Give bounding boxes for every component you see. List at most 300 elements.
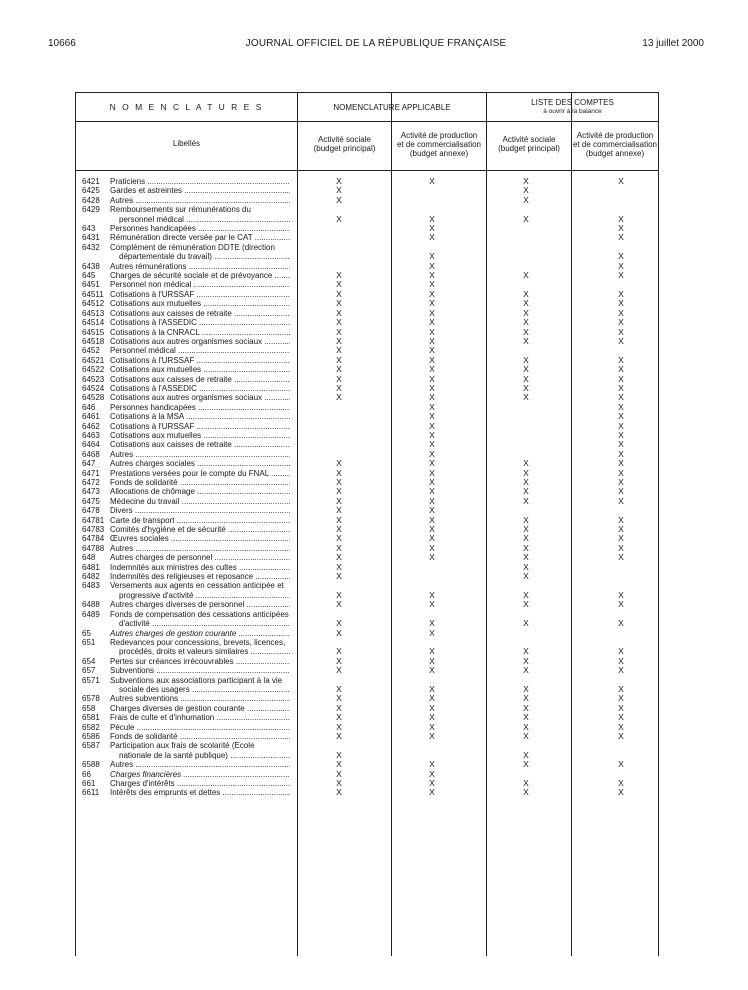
account-label (110, 713, 290, 722)
account-label-line: Charges de sécurité sociale et de prévoyance ..... (110, 271, 290, 280)
applicability-mark: X (336, 458, 342, 469)
applicability-mark: X (618, 552, 624, 563)
account-label-line: Cotisations à l'ASSEDIC ..... (110, 318, 290, 327)
account-code: 6581 (82, 713, 100, 723)
applicability-mark: X (523, 458, 529, 469)
account-label (110, 205, 290, 224)
account-code: 6431 (82, 233, 100, 243)
applicability-mark: X (618, 373, 624, 384)
account-code: 64523 (82, 374, 105, 384)
account-code: 6432 (82, 242, 100, 252)
applicability-mark: X (336, 392, 342, 403)
applicability-mark: X (336, 787, 342, 798)
applicability-mark: X (336, 354, 342, 365)
applicability-mark: X (523, 561, 529, 572)
applicability-mark: X (336, 542, 342, 553)
header-text: et de commercialisation (572, 140, 658, 149)
account-code: 6463 (82, 430, 100, 440)
applicability-mark: X (523, 599, 529, 610)
account-code: 64784 (82, 534, 105, 544)
account-label-line: Cotisations aux caisses de retraite ..... (110, 375, 290, 384)
table-row (76, 224, 658, 233)
account-label (110, 186, 290, 195)
account-label (110, 422, 290, 431)
applicability-mark: X (336, 176, 342, 186)
account-code: 64783 (82, 525, 105, 535)
account-code: 6468 (82, 449, 100, 459)
applicability-mark: X (618, 589, 624, 600)
applicability-mark: X (523, 787, 529, 798)
account-label (110, 553, 290, 562)
applicability-mark: X (618, 439, 624, 450)
table-row (76, 516, 658, 525)
account-label (110, 732, 290, 741)
account-code: 6464 (82, 440, 100, 450)
table-row (76, 779, 658, 788)
applicability-mark: X (618, 759, 624, 770)
account-label-line: Cotisations à l'URSSAF ..... (110, 356, 290, 365)
applicability-mark: X (336, 721, 342, 732)
applicability-mark: X (523, 589, 529, 600)
applicability-mark: X (429, 486, 435, 497)
applicability-mark: X (336, 749, 342, 760)
account-label (110, 516, 290, 525)
account-label-line: Cotisations à la MSA ..... (110, 412, 290, 421)
applicability-mark: X (523, 307, 529, 318)
applicability-mark: X (429, 279, 435, 290)
table-row (76, 553, 658, 562)
account-label (110, 337, 290, 346)
table-row (76, 506, 658, 515)
page-number: 10666 (48, 38, 76, 49)
account-label-line: Cotisations aux mutuelles ..... (110, 299, 290, 308)
table-row (76, 271, 658, 280)
applicability-mark: X (336, 589, 342, 600)
applicability-mark: X (429, 702, 435, 713)
table-row (76, 299, 658, 308)
account-label (110, 393, 290, 402)
account-label (110, 572, 290, 581)
table-row (76, 356, 658, 365)
account-code: 64513 (82, 308, 105, 318)
account-code: 6587 (82, 741, 100, 751)
applicability-mark: X (523, 335, 529, 346)
applicability-mark: X (336, 533, 342, 544)
account-label-line: Frais de culte et d'inhumation ..... (110, 713, 290, 722)
account-label-line: d'activité ..... (110, 619, 290, 628)
applicability-mark: X (523, 354, 529, 365)
applicability-mark: X (429, 411, 435, 422)
account-label (110, 534, 290, 543)
applicability-mark: X (336, 505, 342, 516)
applicability-mark: X (429, 589, 435, 600)
account-label-line: Autres charges sociales ..... (110, 459, 290, 468)
account-label (110, 760, 290, 769)
applicability-mark: X (429, 683, 435, 694)
applicability-mark: X (336, 712, 342, 723)
header-liste-comptes-subtitle: à ouvrir à la balance (543, 108, 602, 115)
page-header (48, 38, 704, 52)
header-nomenclatures: N O M E N C L A T U R E S (109, 102, 264, 112)
applicability-mark: X (523, 373, 529, 384)
applicability-mark: X (618, 721, 624, 732)
account-label-line: Prestations versées pour le compte du FNAL ..... (110, 469, 290, 478)
account-code: 6611 (82, 788, 100, 798)
table-body (76, 177, 658, 798)
account-label-line: Médecine du travail ..... (110, 497, 290, 506)
applicability-mark: X (336, 194, 342, 205)
table-row (76, 177, 658, 186)
table-row (76, 290, 658, 299)
table-row (76, 572, 658, 581)
account-label-line: Rémunération directe versée par le CAT ..... (110, 233, 290, 242)
applicability-mark: X (618, 354, 624, 365)
account-code: 6425 (82, 186, 100, 196)
applicability-mark: X (618, 665, 624, 676)
account-label (110, 666, 290, 675)
applicability-mark: X (523, 665, 529, 676)
account-label-line: Cotisations à l'URSSAF ..... (110, 422, 290, 431)
account-label (110, 271, 290, 280)
applicability-mark: X (523, 618, 529, 629)
account-label-line: Pécule ..... (110, 723, 290, 732)
account-label (110, 384, 290, 393)
applicability-mark: X (336, 655, 342, 666)
applicability-mark: X (523, 712, 529, 723)
applicability-mark: X (618, 655, 624, 666)
table-row (76, 657, 658, 666)
header-text: Activité de production (576, 131, 654, 140)
account-label (110, 694, 290, 703)
header-col-activite-sociale-2 (487, 135, 571, 153)
applicability-mark: X (523, 533, 529, 544)
applicability-mark: X (618, 251, 624, 262)
applicability-mark: X (429, 270, 435, 281)
applicability-mark: X (429, 326, 435, 337)
applicability-mark: X (429, 232, 435, 243)
account-code: 6578 (82, 694, 100, 704)
account-code: 6478 (82, 506, 100, 516)
applicability-mark: X (523, 176, 529, 186)
account-label-line: Autres ..... (110, 196, 290, 205)
applicability-mark: X (336, 768, 342, 779)
table-row (76, 478, 658, 487)
applicability-mark: X (429, 401, 435, 412)
applicability-mark: X (618, 364, 624, 375)
account-label (110, 243, 290, 262)
applicability-mark: X (523, 213, 529, 224)
account-label (110, 506, 290, 515)
account-label-line: Fonds de compensation des cessations anticipées (110, 609, 289, 619)
table-row (76, 544, 658, 553)
account-code: 6475 (82, 496, 100, 506)
applicability-mark: X (336, 382, 342, 393)
account-label (110, 365, 290, 374)
account-code: 65 (82, 628, 91, 638)
table-row (76, 412, 658, 421)
account-code: 64512 (82, 299, 105, 309)
applicability-mark: X (618, 712, 624, 723)
account-code: 6586 (82, 731, 100, 741)
account-code: 6429 (82, 205, 100, 215)
table-row (76, 431, 658, 440)
applicability-mark: X (336, 326, 342, 337)
account-label (110, 478, 290, 487)
account-label-line: Cotisations aux caisses de retraite ..... (110, 440, 290, 449)
table-row (76, 422, 658, 431)
applicability-mark: X (336, 646, 342, 657)
applicability-mark: X (429, 251, 435, 262)
applicability-mark: X (618, 392, 624, 403)
table-row (76, 365, 658, 374)
table-row (76, 403, 658, 412)
account-code: 647 (82, 459, 96, 469)
applicability-mark: X (429, 693, 435, 704)
account-code: 6461 (82, 412, 100, 422)
account-label-line: Autres ..... (110, 450, 290, 459)
account-code: 64515 (82, 327, 105, 337)
account-label-line: Fonds de solidarité ..... (110, 732, 290, 741)
applicability-mark: X (336, 335, 342, 346)
applicability-mark: X (618, 730, 624, 741)
table-row (76, 487, 658, 496)
applicability-mark: X (429, 298, 435, 309)
account-label (110, 487, 290, 496)
applicability-mark: X (618, 326, 624, 337)
applicability-mark: X (336, 467, 342, 478)
account-label-line: Allocations de chômage ..... (110, 487, 290, 496)
applicability-mark: X (618, 176, 624, 186)
applicability-mark: X (618, 213, 624, 224)
applicability-mark: X (523, 524, 529, 535)
header-liste-comptes (487, 98, 658, 116)
table-row (76, 563, 658, 572)
account-code: 64524 (82, 383, 105, 393)
account-label-line: Divers ..... (110, 506, 290, 515)
account-label-line: Personnel médical ..... (110, 346, 290, 355)
applicability-mark: X (429, 317, 435, 328)
account-code: 64521 (82, 355, 105, 365)
applicability-mark: X (618, 599, 624, 610)
account-label (110, 290, 290, 299)
account-label-line: Cotisations à l'ASSEDIC ..... (110, 384, 290, 393)
table-row (76, 788, 658, 797)
table-row (76, 723, 658, 732)
account-label-line: Intérêts des emprunts et dettes ..... (110, 788, 290, 797)
account-label (110, 450, 290, 459)
account-label (110, 723, 290, 732)
header-col-activite-sociale-1 (298, 135, 391, 153)
account-label-line: Œuvres sociales ..... (110, 534, 290, 543)
applicability-mark: X (429, 223, 435, 234)
applicability-mark: X (429, 665, 435, 676)
header-divider (76, 121, 658, 122)
account-label-line: Subventions ..... (110, 666, 290, 675)
account-code: 6488 (82, 600, 100, 610)
account-label (110, 262, 290, 271)
account-code: 645 (82, 271, 96, 281)
applicability-mark: X (336, 665, 342, 676)
account-label (110, 704, 290, 713)
header-text: Activité sociale (318, 135, 371, 144)
applicability-mark: X (429, 176, 435, 186)
account-code: 64781 (82, 515, 105, 525)
account-label-line: Remboursements sur rémunérations du (110, 205, 251, 215)
applicability-mark: X (336, 514, 342, 525)
account-label (110, 600, 290, 609)
applicability-mark: X (429, 288, 435, 299)
account-label-line: Cotisations aux autres organismes sociaux ..... (110, 337, 290, 346)
account-label (110, 280, 290, 289)
header-nomenclature-applicable: NOMENCLATURE APPLICABLE (333, 103, 451, 112)
account-label-line: Cotisations aux mutuelles ..... (110, 431, 290, 440)
account-label (110, 309, 290, 318)
account-code: 654 (82, 656, 96, 666)
table-row (76, 629, 658, 638)
account-code: 657 (82, 666, 96, 676)
account-code: 6588 (82, 760, 100, 770)
applicability-mark: X (336, 298, 342, 309)
account-label-line: Cotisations aux caisses de retraite ..... (110, 309, 290, 318)
applicability-mark: X (618, 646, 624, 657)
applicability-mark: X (618, 307, 624, 318)
table-row (76, 638, 658, 657)
account-code: 6421 (82, 177, 100, 186)
applicability-mark: X (523, 693, 529, 704)
table-row (76, 328, 658, 337)
account-code: 6452 (82, 346, 100, 356)
applicability-mark: X (429, 260, 435, 271)
account-label (110, 224, 290, 233)
applicability-mark: X (618, 382, 624, 393)
account-label (110, 431, 290, 440)
applicability-mark: X (618, 787, 624, 798)
applicability-mark: X (429, 429, 435, 440)
account-code: 64511 (82, 289, 104, 299)
applicability-mark: X (429, 655, 435, 666)
applicability-mark: X (429, 712, 435, 723)
applicability-mark: X (336, 561, 342, 572)
account-code: 64788 (82, 543, 105, 553)
account-label-line: Praticiens ..... (110, 177, 290, 186)
applicability-mark: X (523, 721, 529, 732)
applicability-mark: X (523, 270, 529, 281)
account-code: 66 (82, 769, 91, 779)
applicability-mark: X (336, 702, 342, 713)
account-code: 661 (82, 779, 96, 788)
applicability-mark: X (336, 730, 342, 741)
applicability-mark: X (523, 467, 529, 478)
applicability-mark: X (523, 288, 529, 299)
account-label-line: Charges financières ..... (110, 770, 290, 779)
account-label-line: Versements aux agents en cessation anticipée et (110, 581, 284, 591)
account-code: 651 (82, 637, 96, 647)
account-label-line: Autres ..... (110, 760, 290, 769)
table-row (76, 610, 658, 629)
account-label (110, 403, 290, 412)
applicability-mark: X (523, 542, 529, 553)
account-code: 6438 (82, 261, 100, 271)
account-label (110, 469, 290, 478)
account-code: 6571 (82, 675, 100, 685)
table-row (76, 732, 658, 741)
applicability-mark: X (336, 213, 342, 224)
account-label (110, 657, 290, 666)
account-label (110, 440, 290, 449)
applicability-mark: X (618, 411, 624, 422)
applicability-mark: X (618, 778, 624, 788)
applicability-mark: X (429, 542, 435, 553)
table-row (76, 704, 658, 713)
account-label (110, 770, 290, 779)
account-code: 6582 (82, 722, 100, 732)
applicability-mark: X (336, 307, 342, 318)
applicability-mark: X (618, 477, 624, 487)
account-code: 64528 (82, 393, 105, 403)
applicability-mark: X (523, 759, 529, 770)
table-row (76, 534, 658, 543)
account-code: 6473 (82, 487, 100, 497)
account-label (110, 638, 290, 657)
account-label-line: Cotisations aux autres organismes sociaux ..... (110, 393, 290, 402)
applicability-mark: X (429, 458, 435, 469)
account-code: 64522 (82, 365, 105, 375)
applicability-mark: X (429, 599, 435, 610)
applicability-mark: X (618, 514, 624, 525)
applicability-mark: X (429, 778, 435, 788)
applicability-mark: X (336, 288, 342, 299)
account-code: 6451 (82, 280, 100, 290)
account-label-line: Gardes et astreintes ..... (110, 186, 290, 195)
table-row (76, 666, 658, 675)
account-label (110, 497, 290, 506)
applicability-mark: X (429, 420, 435, 431)
table-row (76, 233, 658, 242)
header-col-activite-production-2 (572, 131, 658, 158)
applicability-mark: X (523, 683, 529, 694)
applicability-mark: X (429, 721, 435, 732)
account-label-line: Complément de rémunération DDTE (direction (110, 242, 275, 252)
account-label-line: Cotisations à la CNRACL ..... (110, 328, 290, 337)
applicability-mark: X (618, 458, 624, 469)
table-row (76, 262, 658, 271)
applicability-mark: X (429, 439, 435, 450)
account-label (110, 788, 290, 797)
applicability-mark: X (618, 448, 624, 459)
applicability-mark: X (523, 392, 529, 403)
account-code: 6481 (82, 562, 100, 572)
applicability-mark: X (618, 533, 624, 544)
table-row (76, 337, 658, 346)
account-label-line: Personnes handicapées ..... (110, 403, 290, 412)
account-label-line: Fonds de solidarité ..... (110, 478, 290, 487)
applicability-mark: X (336, 185, 342, 196)
nomenclature-table (75, 92, 659, 956)
applicability-mark: X (336, 571, 342, 582)
applicability-mark: X (429, 467, 435, 478)
account-label (110, 177, 290, 186)
applicability-mark: X (618, 693, 624, 704)
applicability-mark: X (618, 420, 624, 431)
applicability-mark: X (618, 298, 624, 309)
account-label-line: Subventions aux associations participant à la vie (110, 675, 283, 685)
applicability-mark: X (336, 683, 342, 694)
account-label (110, 346, 290, 355)
applicability-mark: X (618, 486, 624, 497)
table-row (76, 600, 658, 609)
account-code: 64518 (82, 336, 105, 346)
table-row (76, 760, 658, 769)
